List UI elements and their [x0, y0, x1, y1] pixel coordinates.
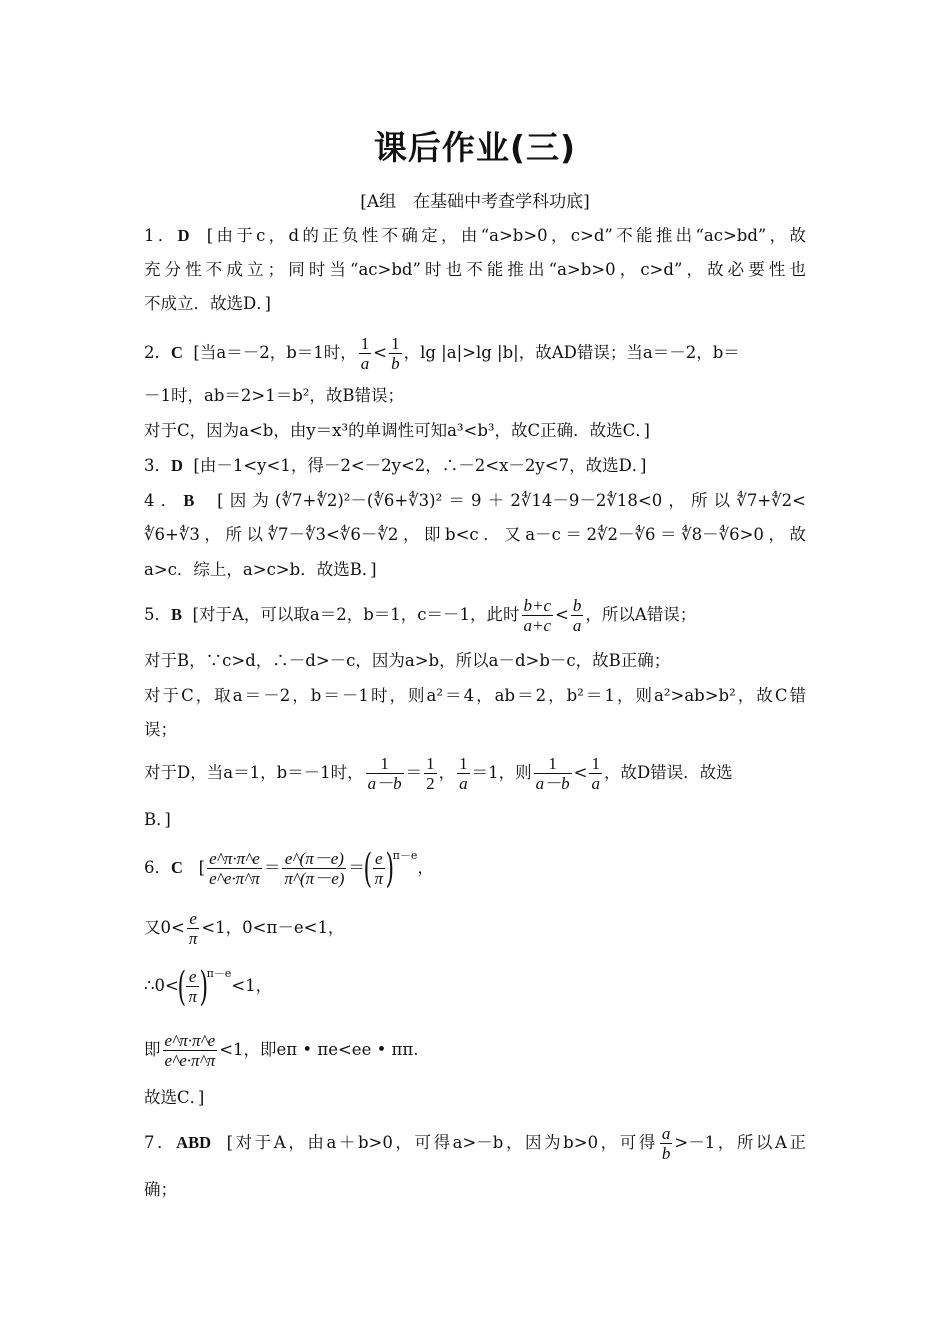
q6-l4-fraction-ratio [163, 1031, 218, 1070]
q7-answer: ABD [176, 1133, 211, 1152]
fraction-denominator: a+c [523, 616, 552, 635]
q6-line-5: 故选C．] [144, 1088, 205, 1107]
q1-line-3: 不成立．故选D．] [144, 294, 271, 313]
q6-line-3 [144, 963, 806, 1009]
q7-number: 7． [144, 1133, 177, 1152]
q5-less-than: < [555, 605, 569, 624]
q7-fraction-a-over-b [660, 1124, 673, 1163]
q6-exponent: π－e [392, 849, 418, 862]
q6-l4-post: <1，即eπ • πe<ee • ππ. [219, 1040, 419, 1059]
fraction-denominator: π [188, 929, 198, 948]
q1-line-1 [144, 224, 806, 248]
q5-fraction-1-over-a-minus-b [366, 754, 404, 793]
q1-text-1: [由于c，d的正负性不确定，由“a>b>0，c>d”不能推出“ac>bd”，故 [206, 226, 806, 245]
q5-comma: ， [438, 763, 456, 782]
fraction-numerator: e [186, 967, 199, 987]
q6-fraction-power-ratio [282, 849, 346, 888]
q7-line-2: 确； [144, 1180, 177, 1199]
q5-text-post: ，所以A错误； [585, 605, 697, 624]
fraction-numerator: 1 [366, 754, 404, 774]
q6-l3-exponent: π－e [206, 967, 232, 980]
q2-less-than: < [373, 343, 388, 362]
fraction-numerator: e^π·π^e [209, 849, 260, 868]
fraction-denominator: b [391, 354, 400, 373]
q4-answer: B [183, 491, 195, 510]
q6-equals-2: ＝ [348, 858, 365, 877]
q6-fraction-ratio [207, 849, 262, 888]
q6-l2-pre: 又0< [144, 918, 185, 937]
left-paren: ( [177, 963, 186, 1010]
q2-line-1 [144, 334, 806, 373]
fraction-denominator: a [572, 616, 582, 635]
fraction-denominator: a [360, 354, 370, 373]
fraction-numerator: b+c [523, 596, 552, 615]
q1-answer: D [177, 226, 190, 245]
q2-text-post: ，lg |a|>lg |b|，故AD错误；当a＝－2，b＝ [403, 343, 740, 362]
q3-line-1 [144, 454, 806, 478]
fraction-denominator: e^e·π^π [164, 1051, 216, 1070]
fraction-numerator: 1 [591, 754, 600, 773]
q2-number: 2． [144, 343, 171, 362]
q5-line-3: 对于C，取a＝－2，b＝－1时，则a²＝4，ab＝2，b²＝1，则a²>ab>b²，故C错 [144, 686, 806, 705]
fraction-numerator: a [661, 1124, 671, 1143]
q6-l3-pre: ∴0< [144, 976, 179, 995]
fraction-numerator: e [187, 909, 200, 929]
fraction-denominator: b [661, 1144, 671, 1163]
q2-fraction-1-over-b [389, 334, 402, 373]
q6-l2-fraction-e-over-pi [187, 909, 200, 948]
q5-number: 5． [144, 605, 171, 624]
q5-line-4: 误； [144, 720, 177, 739]
q4-number: 4． [144, 491, 184, 510]
q5-less-than-2: < [573, 763, 588, 782]
q5-line-2: 对于B，∵c>d，∴－d>－c，因为a>b，所以a－d>b－c，故B正确； [144, 651, 671, 670]
q5-fraction-1-over-a [457, 754, 470, 793]
fraction-denominator: π^(π－e) [284, 869, 345, 888]
q2-answer: C [171, 343, 183, 362]
q4-line-2: ∜6+∜3，所以∜7－∜3<∜6－∜2，即b<c．又a－c＝2∜2－∜6＝∜8－∜6>0，故 [144, 525, 806, 544]
q7-line-1 [144, 1123, 806, 1163]
q6-line-1 [144, 846, 806, 890]
q5-fraction-b-plus-c-over-a-plus-c [522, 596, 554, 635]
q6-tail: ， [417, 858, 434, 877]
q5-equals: ＝ [405, 763, 423, 782]
q5-fraction-1-over-a-minus-b-2 [534, 754, 572, 793]
q1-line-2: 充分性不成立；同时当“ac>bd”时也不能推出“a>b>0，c>d”，故必要性也 [144, 260, 806, 279]
q4-line-3: a>c．综上，a>c>b．故选B．] [144, 560, 377, 579]
q6-answer: C [171, 858, 183, 877]
q6-fraction-e-over-pi [373, 849, 386, 888]
q2-line-2: －1时，ab＝2>1＝b²，故B错误； [144, 386, 405, 405]
q4-line-1 [144, 489, 806, 513]
q6-equals-1: ＝ [263, 858, 281, 877]
q5-answer: B [171, 605, 183, 624]
q5-line-5 [144, 752, 806, 794]
q6-l2-post: <1，0<π－e<1， [201, 918, 345, 937]
section-subtitle: [A组 在基础中考查学科功底] [360, 192, 590, 212]
q6-l4-pre: 即 [144, 1040, 161, 1059]
q6-line-2 [144, 908, 806, 948]
fraction-denominator: π [374, 869, 384, 888]
q7-text-pre: [对于A，由a＋b>0，可得a>－b，因为b>0，可得 [226, 1133, 658, 1152]
fraction-denominator: a [591, 774, 600, 793]
q5-fraction-1-over-a-2 [589, 754, 602, 793]
q3-answer: D [171, 456, 183, 475]
q4-text-1: [因为(∜7+∜2)²－(∜6+∜3)²＝9＋2∜14－9－2∜18<0，所以∜7+∜2< [217, 491, 806, 510]
q5-text-d-post: ，故D错误．故选 [603, 763, 733, 782]
fraction-numerator: e^(π－e) [282, 849, 346, 869]
q6-bracket: [ [198, 858, 206, 877]
fraction-denominator: e^e·π^π [209, 869, 260, 888]
q5-line-6: B．] [144, 810, 171, 829]
q6-line-4 [144, 1028, 806, 1072]
fraction-denominator: 2 [426, 774, 435, 793]
q2-fraction-1-over-a [359, 334, 372, 373]
fraction-numerator: 1 [360, 334, 370, 353]
q3-number: 3． [144, 456, 171, 475]
fraction-denominator: π [188, 987, 197, 1006]
q3-text: [由－1<y<1，得－2<－2y<2，∴－2<x－2y<7，故选D．] [193, 456, 647, 475]
fraction-denominator: a－b [367, 774, 402, 793]
fraction-numerator: 1 [391, 334, 400, 353]
q5-fraction-b-over-a [571, 596, 584, 635]
fraction-numerator: 1 [459, 754, 468, 773]
q2-text-pre: [当a＝－2，b＝1时， [193, 343, 357, 362]
q5-equals-one: ＝1，则 [471, 763, 532, 782]
q6-number: 6． [144, 858, 171, 877]
left-paren: ( [363, 845, 373, 892]
q6-l3-post: <1， [231, 976, 273, 995]
q5-text-pre: [对于A，可以取a＝2，b＝1，c＝－1，此时 [192, 605, 520, 624]
q6-l3-fraction-e-over-pi [186, 967, 199, 1006]
q7-text-post: >－1，所以A正 [674, 1133, 806, 1152]
q5-line-1 [144, 595, 806, 635]
right-paren: ) [385, 845, 395, 892]
fraction-numerator: 1 [426, 754, 435, 773]
q5-fraction-1-over-2 [424, 754, 437, 793]
q2-line-3: 对于C，因为a<b，由y＝x³的单调性可知a³<b³，故C正确．故选C．] [144, 421, 650, 440]
fraction-denominator: a [459, 774, 468, 793]
fraction-numerator: b [572, 596, 582, 615]
right-paren: ) [199, 963, 209, 1010]
q5-text-d-pre: 对于D，当a＝1，b＝－1时， [144, 763, 364, 782]
fraction-numerator: e^π·π^e [164, 1031, 216, 1050]
fraction-numerator: 1 [534, 754, 572, 774]
fraction-numerator: e [373, 849, 386, 869]
fraction-denominator: a－b [535, 774, 570, 793]
page-title: 课后作业(三) [373, 128, 577, 167]
q1-number: 1． [144, 226, 178, 245]
